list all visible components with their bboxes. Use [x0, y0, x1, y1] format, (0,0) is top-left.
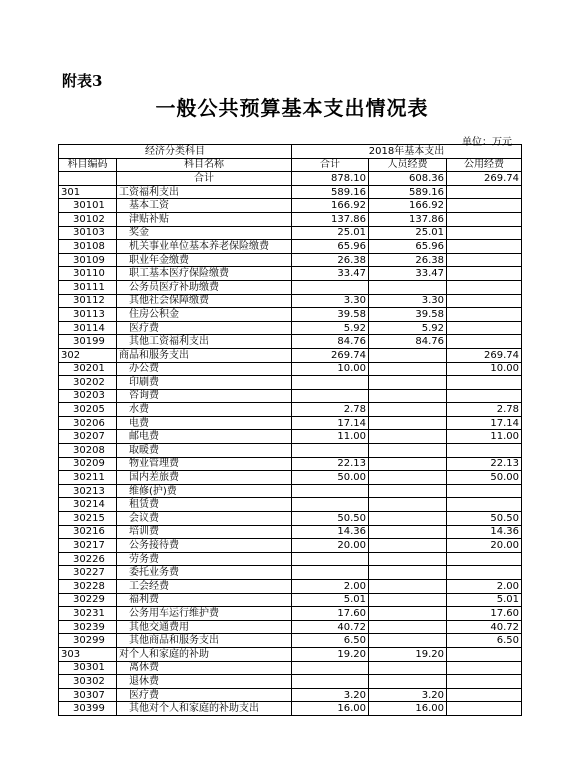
table-row: [59, 580, 522, 594]
row-name: 劳务费: [117, 552, 292, 566]
row-name: 医疗费: [117, 688, 292, 702]
header-code: 科目编码: [59, 158, 117, 172]
row-total: 84.76: [292, 335, 369, 349]
category-row: [59, 647, 522, 661]
row-public: 50.00: [447, 471, 522, 485]
row-code: 30112: [59, 294, 117, 308]
row-code: 30239: [59, 620, 117, 634]
table-row: [59, 512, 522, 526]
row-personnel: 26.38: [369, 253, 447, 267]
row-personnel: [369, 280, 447, 294]
header-public: 公用经费: [447, 158, 522, 172]
table-row: [59, 525, 522, 539]
row-total: 5.92: [292, 321, 369, 335]
row-total: 39.58: [292, 308, 369, 322]
row-code: 30226: [59, 552, 117, 566]
total-label: 合计: [117, 172, 292, 186]
row-personnel: 5.92: [369, 321, 447, 335]
row-code: 30214: [59, 498, 117, 512]
row-code: 30208: [59, 444, 117, 458]
row-name: 退休费: [117, 675, 292, 689]
row-code: 30102: [59, 212, 117, 226]
row-public: [447, 661, 522, 675]
row-total: 17.14: [292, 416, 369, 430]
row-code: 30231: [59, 607, 117, 621]
row-total: 6.50: [292, 634, 369, 648]
table-row: [59, 620, 522, 634]
row-total: 2.00: [292, 580, 369, 594]
table-row: [59, 457, 522, 471]
row-code: 30205: [59, 403, 117, 417]
row-total: 40.72: [292, 620, 369, 634]
row-public: 5.01: [447, 593, 522, 607]
row-public: 50.50: [447, 512, 522, 526]
row-name: 奖金: [117, 226, 292, 240]
row-public: 17.60: [447, 607, 522, 621]
row-public: 14.36: [447, 525, 522, 539]
row-public: [447, 308, 522, 322]
row-personnel: 84.76: [369, 335, 447, 349]
table-row: [59, 593, 522, 607]
row-name: 维修(护)费: [117, 484, 292, 498]
row-code: 30206: [59, 416, 117, 430]
row-code: 30213: [59, 484, 117, 498]
row-total: 17.60: [292, 607, 369, 621]
row-code: 30103: [59, 226, 117, 240]
row-name: 公务员医疗补助缴费: [117, 280, 292, 294]
table-row: [59, 661, 522, 675]
row-public: [447, 335, 522, 349]
table-row: [59, 403, 522, 417]
table-row: [59, 362, 522, 376]
row-code: 30109: [59, 253, 117, 267]
row-code: 30113: [59, 308, 117, 322]
row-name: 离休费: [117, 661, 292, 675]
row-name: 职业年金缴费: [117, 253, 292, 267]
row-public: [447, 280, 522, 294]
row-code: 30229: [59, 593, 117, 607]
row-name: 租赁费: [117, 498, 292, 512]
row-code: 30307: [59, 688, 117, 702]
row-personnel: 137.86: [369, 212, 447, 226]
row-total: 3.20: [292, 688, 369, 702]
row-code: 30203: [59, 389, 117, 403]
row-name: 其他商品和服务支出: [117, 634, 292, 648]
table-row: [59, 199, 522, 213]
row-public: [447, 566, 522, 580]
row-personnel: [369, 525, 447, 539]
row-code: 30216: [59, 525, 117, 539]
row-name: 津贴补贴: [117, 212, 292, 226]
row-total: 20.00: [292, 539, 369, 553]
row-code: 30207: [59, 430, 117, 444]
row-name: 工资福利支出: [117, 185, 292, 199]
row-total: 269.74: [292, 348, 369, 362]
total-personnel: 608.36: [369, 172, 447, 186]
row-personnel: [369, 362, 447, 376]
row-public: 2.00: [447, 580, 522, 594]
row-personnel: [369, 430, 447, 444]
row-public: 22.13: [447, 457, 522, 471]
row-personnel: 19.20: [369, 647, 447, 661]
row-code: 301: [59, 185, 117, 199]
row-name: 电费: [117, 416, 292, 430]
table-row: [59, 471, 522, 485]
row-name: 机关事业单位基本养老保险缴费: [117, 240, 292, 254]
row-name: 其他工资福利支出: [117, 335, 292, 349]
row-personnel: [369, 416, 447, 430]
row-name: 其他对个人和家庭的补助支出: [117, 702, 292, 716]
table-row: [59, 280, 522, 294]
table-row: [59, 552, 522, 566]
row-public: [447, 444, 522, 458]
row-total: 2.78: [292, 403, 369, 417]
row-name: 医疗费: [117, 321, 292, 335]
page-title: 一般公共预算基本支出情况表: [155, 96, 429, 120]
row-personnel: 16.00: [369, 702, 447, 716]
row-personnel: [369, 566, 447, 580]
row-personnel: [369, 539, 447, 553]
row-personnel: [369, 444, 447, 458]
unit-label: 单位：万元: [462, 137, 512, 148]
table-row: [59, 607, 522, 621]
total-row: [59, 172, 522, 186]
row-public: 2.78: [447, 403, 522, 417]
table-row: [59, 444, 522, 458]
row-name: 物业管理费: [117, 457, 292, 471]
row-public: 10.00: [447, 362, 522, 376]
row-personnel: 3.30: [369, 294, 447, 308]
row-name: 咨询费: [117, 389, 292, 403]
attachment-label: 附表3: [62, 72, 103, 90]
row-public: 269.74: [447, 348, 522, 362]
row-personnel: 25.01: [369, 226, 447, 240]
row-total: 16.00: [292, 702, 369, 716]
row-public: [447, 376, 522, 390]
row-total: [292, 484, 369, 498]
row-public: [447, 702, 522, 716]
row-code: 30209: [59, 457, 117, 471]
header-personnel: 人员经费: [369, 158, 447, 172]
row-name: 住房公积金: [117, 308, 292, 322]
row-code: 30101: [59, 199, 117, 213]
row-total: 33.47: [292, 267, 369, 281]
table-row: [59, 430, 522, 444]
table-row: [59, 688, 522, 702]
table-row: [59, 376, 522, 390]
category-row: [59, 348, 522, 362]
row-code: 30202: [59, 376, 117, 390]
table-row: [59, 634, 522, 648]
header-total: 合计: [292, 158, 369, 172]
row-code: 30228: [59, 580, 117, 594]
row-personnel: [369, 593, 447, 607]
row-name: 基本工资: [117, 199, 292, 213]
row-code: 30110: [59, 267, 117, 281]
row-name: 水费: [117, 403, 292, 417]
row-name: 公务用车运行维护费: [117, 607, 292, 621]
row-name: 工会经费: [117, 580, 292, 594]
row-name: 办公费: [117, 362, 292, 376]
row-total: 50.50: [292, 512, 369, 526]
row-name: 其他社会保障缴费: [117, 294, 292, 308]
row-total: 65.96: [292, 240, 369, 254]
row-personnel: [369, 675, 447, 689]
row-total: 10.00: [292, 362, 369, 376]
row-name: 公务接待费: [117, 539, 292, 553]
row-code: 30399: [59, 702, 117, 716]
table-row: [59, 240, 522, 254]
table-row: [59, 294, 522, 308]
header-name: 科目名称: [117, 158, 292, 172]
row-public: [447, 484, 522, 498]
row-code: 303: [59, 647, 117, 661]
row-public: 6.50: [447, 634, 522, 648]
row-total: 14.36: [292, 525, 369, 539]
row-code: 30114: [59, 321, 117, 335]
total-public: 269.74: [447, 172, 522, 186]
row-total: 19.20: [292, 647, 369, 661]
row-public: [447, 675, 522, 689]
row-total: 5.01: [292, 593, 369, 607]
table-row: [59, 253, 522, 267]
row-total: [292, 675, 369, 689]
row-total: 3.30: [292, 294, 369, 308]
row-code: 30227: [59, 566, 117, 580]
row-public: [447, 389, 522, 403]
row-total: 166.92: [292, 199, 369, 213]
row-name: 培训费: [117, 525, 292, 539]
row-name: 福利费: [117, 593, 292, 607]
row-total: 11.00: [292, 430, 369, 444]
row-public: 17.14: [447, 416, 522, 430]
category-row: [59, 185, 522, 199]
row-name: 其他交通费用: [117, 620, 292, 634]
table-row: [59, 702, 522, 716]
row-public: 11.00: [447, 430, 522, 444]
row-personnel: [369, 376, 447, 390]
row-code: 30211: [59, 471, 117, 485]
row-code: 30217: [59, 539, 117, 553]
row-total: 22.13: [292, 457, 369, 471]
row-total: 50.00: [292, 471, 369, 485]
table-row: [59, 212, 522, 226]
row-total: [292, 661, 369, 675]
row-public: [447, 321, 522, 335]
row-personnel: [369, 498, 447, 512]
row-public: [447, 226, 522, 240]
header-row-1: [59, 145, 522, 159]
row-personnel: [369, 552, 447, 566]
row-code: 30302: [59, 675, 117, 689]
total-total: 878.10: [292, 172, 369, 186]
row-total: 137.86: [292, 212, 369, 226]
table-row: [59, 267, 522, 281]
row-personnel: [369, 403, 447, 417]
row-personnel: 65.96: [369, 240, 447, 254]
row-code: 30199: [59, 335, 117, 349]
row-name: 国内差旅费: [117, 471, 292, 485]
row-public: [447, 647, 522, 661]
row-code: 30301: [59, 661, 117, 675]
row-code: 30215: [59, 512, 117, 526]
row-personnel: [369, 661, 447, 675]
row-personnel: 166.92: [369, 199, 447, 213]
header-row-2: [59, 158, 522, 172]
table-row: [59, 484, 522, 498]
table-row: [59, 416, 522, 430]
row-name: 职工基本医疗保险缴费: [117, 267, 292, 281]
row-name: 取暖费: [117, 444, 292, 458]
row-personnel: [369, 580, 447, 594]
row-total: 25.01: [292, 226, 369, 240]
table-row: [59, 321, 522, 335]
row-name: 委托业务费: [117, 566, 292, 580]
row-code: 302: [59, 348, 117, 362]
header-econ-class: 经济分类科目: [59, 145, 292, 159]
row-personnel: [369, 389, 447, 403]
row-total: [292, 498, 369, 512]
row-code: 30108: [59, 240, 117, 254]
row-personnel: [369, 348, 447, 362]
row-total: [292, 376, 369, 390]
row-public: 20.00: [447, 539, 522, 553]
table-row: [59, 566, 522, 580]
table-row: [59, 308, 522, 322]
table-row: [59, 389, 522, 403]
row-personnel: 3.20: [369, 688, 447, 702]
row-public: [447, 294, 522, 308]
row-total: 26.38: [292, 253, 369, 267]
row-public: 40.72: [447, 620, 522, 634]
row-public: [447, 199, 522, 213]
row-name: 邮电费: [117, 430, 292, 444]
table-row: [59, 675, 522, 689]
row-total: [292, 566, 369, 580]
row-personnel: 589.16: [369, 185, 447, 199]
row-personnel: [369, 607, 447, 621]
row-personnel: [369, 620, 447, 634]
row-public: [447, 212, 522, 226]
table-row: [59, 226, 522, 240]
table-row: [59, 539, 522, 553]
row-code: 30201: [59, 362, 117, 376]
row-personnel: [369, 634, 447, 648]
row-total: 589.16: [292, 185, 369, 199]
row-personnel: 39.58: [369, 308, 447, 322]
row-name: 对个人和家庭的补助: [117, 647, 292, 661]
row-code: 30299: [59, 634, 117, 648]
total-code-cell: [59, 172, 117, 186]
row-public: [447, 552, 522, 566]
row-public: [447, 688, 522, 702]
row-public: [447, 253, 522, 267]
row-name: 商品和服务支出: [117, 348, 292, 362]
row-public: [447, 498, 522, 512]
row-total: [292, 389, 369, 403]
row-personnel: [369, 484, 447, 498]
row-total: [292, 444, 369, 458]
row-public: [447, 267, 522, 281]
row-name: 会议费: [117, 512, 292, 526]
row-personnel: [369, 512, 447, 526]
row-personnel: [369, 471, 447, 485]
table-row: [59, 498, 522, 512]
row-personnel: 33.47: [369, 267, 447, 281]
row-total: [292, 552, 369, 566]
header-year-group: 2018年基本支出: [292, 145, 522, 159]
row-personnel: [369, 457, 447, 471]
table-row: [59, 335, 522, 349]
expenditure-table: [58, 144, 522, 716]
row-total: [292, 280, 369, 294]
row-name: 印刷费: [117, 376, 292, 390]
row-public: [447, 185, 522, 199]
row-public: [447, 240, 522, 254]
row-code: 30111: [59, 280, 117, 294]
